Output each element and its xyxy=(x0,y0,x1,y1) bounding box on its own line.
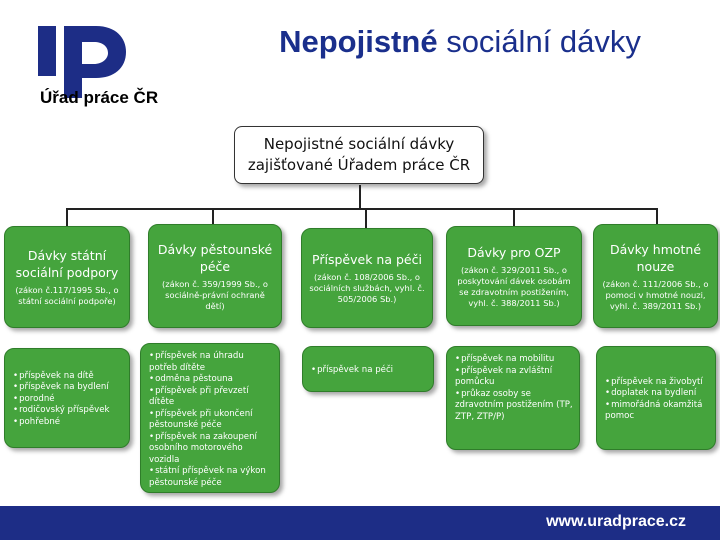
column-5-benefits xyxy=(596,346,716,450)
list-item: • příspěvek na mobilitu xyxy=(455,354,573,366)
logo-text: Úřad práce ČR xyxy=(40,88,159,107)
column-5-law: (zákon č. 111/2006 Sb., o pomoci v hmotné nouzi, vyhl. č. 389/2011 Sb.) xyxy=(602,278,709,311)
list-item: • odměna pěstouna xyxy=(149,374,273,386)
connector-col-1 xyxy=(66,208,68,226)
list-item: • příspěvek na zvláštní pomůcku xyxy=(455,366,573,389)
column-2-title: Dávky pěstounské péče xyxy=(157,241,273,274)
list-item: • příspěvek na zakoupení osobního motorového vozidla xyxy=(149,432,273,467)
list-item: • příspěvek na dítě xyxy=(13,371,110,383)
column-3-header xyxy=(301,228,433,328)
root-line-1: Nepojistné sociální dávky xyxy=(263,135,455,153)
connector-col-2 xyxy=(212,208,214,224)
list-item: • příspěvek na bydlení xyxy=(13,382,110,394)
list-item: • příspěvek při převzetí dítěte xyxy=(149,386,273,409)
list-item: • státní příspěvek na výkon pěstounské péče xyxy=(149,466,273,489)
column-2-benefits xyxy=(140,343,280,493)
root-line-2: zajišťované Úřadem práce ČR xyxy=(247,156,471,174)
column-1-law: (zákon č.117/1995 Sb., o státní sociální podpoře) xyxy=(15,285,119,306)
column-3-title: Příspěvek na péči xyxy=(312,252,422,267)
list-item: • příspěvek na péči xyxy=(311,365,393,377)
footer-url-link[interactable]: www.uradprace.cz xyxy=(546,513,686,530)
title-rest: sociální dávky xyxy=(446,24,641,59)
root-node xyxy=(234,126,484,184)
column-4-benefits xyxy=(446,346,580,450)
list-item: • příspěvek na úhradu potřeb dítěte xyxy=(149,351,273,374)
list-item: • pohřebné xyxy=(13,417,110,429)
connector-col-5 xyxy=(656,208,658,224)
column-4-header xyxy=(446,226,582,326)
list-item: • doplatek na bydlení xyxy=(605,388,709,400)
list-item: • porodné xyxy=(13,394,110,406)
column-5-title: Dávky hmotné nouze xyxy=(609,241,702,274)
column-3-benefits xyxy=(302,346,434,392)
column-1-header xyxy=(4,226,130,328)
footer-bar xyxy=(0,506,720,540)
title-bold: Nepojistné xyxy=(279,24,438,59)
connector-col-4 xyxy=(513,208,515,226)
connector-col-3 xyxy=(365,208,367,228)
column-4-law: (zákon č. 329/2011 Sb., o poskytování dávek osobám se zdravotním postižením, vyhl. č. 388/2011 Sb.) xyxy=(457,264,571,308)
list-item: • mimořádná okamžitá pomoc xyxy=(605,400,709,423)
connector-horizontal xyxy=(66,208,658,210)
column-2-law: (zákon č. 359/1999 Sb., o sociálně-právní ochraně dětí) xyxy=(162,278,268,311)
list-item: • rodičovský příspěvek xyxy=(13,405,110,417)
column-3-law: (zákon č. 108/2006 Sb., o sociálních službách, vyhl. č. 505/2006 Sb.) xyxy=(309,272,425,304)
list-item: • příspěvek na živobytí xyxy=(605,377,709,389)
column-1-benefits xyxy=(4,348,130,448)
column-1-title: Dávky státní sociální podpory xyxy=(15,248,119,280)
column-2-header xyxy=(148,224,282,328)
column-4-title: Dávky pro OZP xyxy=(467,244,561,260)
list-item: • průkaz osoby se zdravotním postižením (TP, ZTP, ZTP/P) xyxy=(455,389,573,424)
connector-root-down xyxy=(359,185,361,209)
list-item: • příspěvek při ukončení pěstounské péče xyxy=(149,409,273,432)
column-5-header xyxy=(593,224,718,328)
page-title xyxy=(200,24,720,60)
